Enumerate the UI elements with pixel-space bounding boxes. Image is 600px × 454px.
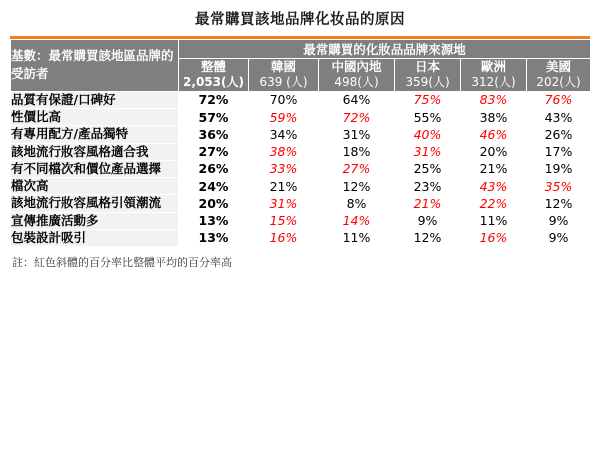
- data-cell: 57%: [179, 109, 249, 126]
- data-cell: 43%: [461, 178, 527, 195]
- row-label: 該地流行妝容風格適合我: [11, 143, 179, 160]
- column-base-n: 498(人): [334, 75, 379, 90]
- data-cell: 34%: [249, 126, 319, 143]
- row-label: 包裝設計吸引: [11, 229, 179, 246]
- data-cell: 25%: [395, 160, 461, 177]
- data-cell: 83%: [461, 91, 527, 108]
- column-name: 中國內地: [331, 59, 382, 74]
- column-base-n: 312(人): [471, 75, 516, 90]
- data-cell: 38%: [249, 143, 319, 160]
- data-cell: 12%: [319, 178, 395, 195]
- table-row: [11, 195, 591, 212]
- column-header-korea: [249, 59, 319, 92]
- data-cell: 15%: [249, 212, 319, 229]
- data-cell: 31%: [319, 126, 395, 143]
- data-table: [10, 39, 591, 247]
- column-name: 美國: [546, 59, 572, 74]
- data-cell: 13%: [179, 229, 249, 246]
- data-cell: 9%: [527, 229, 591, 246]
- data-cell: 26%: [527, 126, 591, 143]
- row-label: 該地流行妝容風格引領潮流: [11, 195, 179, 212]
- column-base-n: 2,053(人): [183, 75, 244, 90]
- data-cell: 33%: [249, 160, 319, 177]
- table-row: [11, 160, 591, 177]
- column-header-usa: [527, 59, 591, 92]
- data-cell: 43%: [527, 109, 591, 126]
- data-cell: 12%: [395, 229, 461, 246]
- table-header: [11, 40, 591, 92]
- header-row-group: [11, 40, 591, 59]
- data-cell: 21%: [249, 178, 319, 195]
- table-row: [11, 212, 591, 229]
- table-row: [11, 143, 591, 160]
- data-cell: 9%: [527, 212, 591, 229]
- page-title: 最常購買該地品牌化妆品的原因: [195, 12, 405, 28]
- column-header-total: [179, 59, 249, 92]
- base-label-cell: 基數：最常購買該地區品牌的受訪者: [11, 40, 179, 92]
- data-cell: 20%: [179, 195, 249, 212]
- data-cell: 12%: [527, 195, 591, 212]
- data-cell: 72%: [179, 91, 249, 108]
- data-cell: 13%: [179, 212, 249, 229]
- data-cell: 75%: [395, 91, 461, 108]
- data-cell: 11%: [461, 212, 527, 229]
- column-header-europe: [461, 59, 527, 92]
- data-cell: 36%: [179, 126, 249, 143]
- row-label: 有專用配方/產品獨特: [11, 126, 179, 143]
- column-base-n: 202(人): [536, 75, 581, 90]
- source-group-header: 最常購買的化妝品品牌來源地: [179, 40, 591, 59]
- column-name: 歐洲: [480, 59, 506, 74]
- row-label: 宣傳推廣活動多: [11, 212, 179, 229]
- table-row: [11, 229, 591, 246]
- data-cell: 46%: [461, 126, 527, 143]
- column-header-japan: [395, 59, 461, 92]
- table-row: [11, 109, 591, 126]
- data-cell: 17%: [527, 143, 591, 160]
- row-label: 品質有保證/口碑好: [11, 91, 179, 108]
- data-cell: 59%: [249, 109, 319, 126]
- data-cell: 14%: [319, 212, 395, 229]
- column-header-mainland-china: [319, 59, 395, 92]
- data-cell: 16%: [461, 229, 527, 246]
- row-label: 檔次高: [11, 178, 179, 195]
- row-label: 有不同檔次和價位產品選擇: [11, 160, 179, 177]
- data-cell: 76%: [527, 91, 591, 108]
- data-cell: 24%: [179, 178, 249, 195]
- data-cell: 31%: [395, 143, 461, 160]
- table-row: [11, 178, 591, 195]
- table-body: [11, 91, 591, 246]
- data-cell: 20%: [461, 143, 527, 160]
- column-name: 韓國: [270, 59, 296, 74]
- column-base-n: 359(人): [405, 75, 450, 90]
- data-cell: 18%: [319, 143, 395, 160]
- footnote: 註：紅色斜體的百分率比整體平均的百分率高: [12, 256, 232, 270]
- data-cell: 55%: [395, 109, 461, 126]
- data-cell: 38%: [461, 109, 527, 126]
- data-cell: 72%: [319, 109, 395, 126]
- data-cell: 70%: [249, 91, 319, 108]
- data-cell: 9%: [395, 212, 461, 229]
- data-cell: 64%: [319, 91, 395, 108]
- data-cell: 21%: [395, 195, 461, 212]
- column-name: 日本: [414, 59, 440, 74]
- table-row: [11, 126, 591, 143]
- data-cell: 27%: [179, 143, 249, 160]
- column-name: 整體: [200, 59, 226, 74]
- data-cell: 21%: [461, 160, 527, 177]
- data-cell: 31%: [249, 195, 319, 212]
- data-cell: 23%: [395, 178, 461, 195]
- data-cell: 19%: [527, 160, 591, 177]
- data-cell: 22%: [461, 195, 527, 212]
- data-cell: 8%: [319, 195, 395, 212]
- data-cell: 27%: [319, 160, 395, 177]
- row-label: 性價比高: [11, 109, 179, 126]
- data-cell: 26%: [179, 160, 249, 177]
- data-cell: 40%: [395, 126, 461, 143]
- column-base-n: 639 (人): [259, 75, 308, 90]
- data-cell: 35%: [527, 178, 591, 195]
- table-row: [11, 91, 591, 108]
- data-cell: 11%: [319, 229, 395, 246]
- data-cell: 16%: [249, 229, 319, 246]
